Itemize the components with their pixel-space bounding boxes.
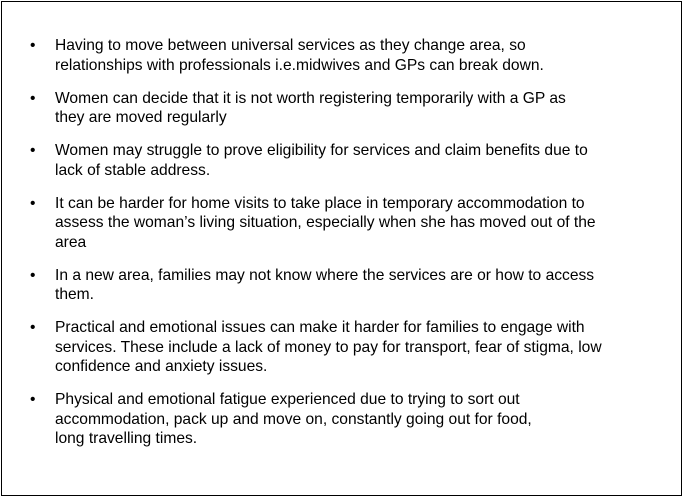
list-item-text: Physical and emotional fatigue experienced due to trying to sort out accommodation, pack up and move on, constantly going out for food, long travelling times.: [55, 391, 532, 447]
list-item: [2, 390, 681, 449]
list-item-text: Women may struggle to prove eligibility for services and claim benefits due to lack of stable address.: [55, 142, 588, 179]
list-item-text: Having to move between universal services as they change area, so relationships with professionals i.e.midwives and GPs can break down.: [55, 37, 544, 74]
list-item: [2, 266, 681, 305]
bullet-icon: •: [30, 319, 36, 336]
bullet-icon: •: [30, 142, 36, 159]
list-item-text: Women can decide that it is not worth registering temporarily with a GP as they are moved regularly: [55, 89, 566, 126]
bullet-icon: •: [30, 37, 36, 54]
list-item-text: In a new area, families may not know where the services are or how to access them.: [55, 266, 595, 303]
bullet-icon: •: [30, 391, 36, 408]
list-item-text: It can be harder for home visits to take place in temporary accommodation to assess the woman’s living situation, especially when she has moved out of the area: [55, 194, 596, 251]
bullet-icon: •: [30, 266, 36, 284]
list-item-text: Practical and emotional issues can make it harder for families to engage with services. These include a lack of money to pay for transport, fear of stigma, low confidence and anxiety issues.: [55, 319, 602, 375]
list-item: [2, 36, 681, 75]
text-box: [1, 1, 682, 496]
list-item: [2, 141, 681, 180]
list-item: [2, 318, 681, 377]
bullet-list: [2, 36, 681, 462]
list-item: [2, 89, 681, 128]
bullet-icon: •: [30, 89, 36, 107]
bullet-icon: •: [30, 194, 36, 212]
list-item: [2, 194, 681, 253]
